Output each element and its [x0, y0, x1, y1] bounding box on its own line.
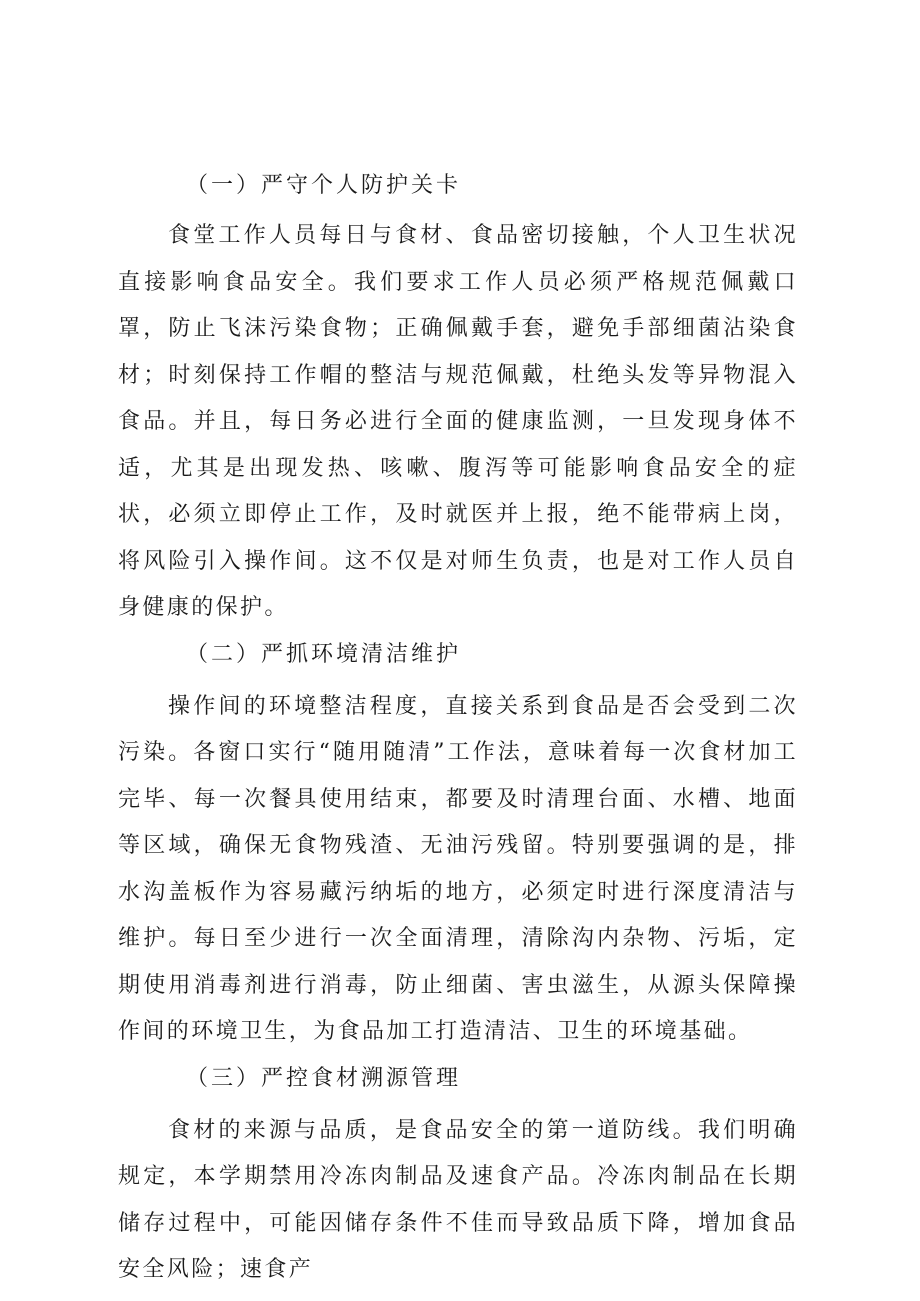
section-heading-2: （二）严抓环境清洁维护 [186, 641, 462, 667]
section-heading-1: （一）严守个人防护关卡 [186, 173, 462, 198]
section-paragraph-1: 食堂工作人员每日与食材、食品密切接触，个人卫生状况直接影响食品安全。我们要求工作人员必须严格规范佩戴口罩，防止飞沫污染食物；正确佩戴手套，避免手部细菌沾染食材；时刻保持工作帽的整洁与规范佩戴，杜绝头发等异物混入食品。并且，每日务必进行全面的健康监测，一旦发现身体不适，尤其是出现发热、咳嗽、腹泻等可能影响食品安全的症状，必须立即停止工作，及时就医并上报，绝不能带病上岗，将风险引入操作间。这不仅是对师生负责，也是对工作人员自身健康的保护。 [118, 223, 798, 620]
document-body [118, 163, 798, 1294]
section-heading-3: （三）严控食材溯源管理 [186, 1065, 462, 1091]
section-paragraph-3: 食材的来源与品质，是食品安全的第一道防线。我们明确规定，本学期禁用冷冻肉制品及速食产品。冷冻肉制品在长期储存过程中，可能因储存条件不佳而导致品质下降，增加食品安全风险；速食产 [118, 1117, 798, 1282]
section-paragraph-2: 操作间的环境整洁程度，直接关系到食品是否会受到二次污染。各窗口实行“随用随清”工作法，意味着每一次食材加工完毕、每一次餐具使用结束，都要及时清理台面、水槽、地面等区域，确保无食物残渣、无油污残留。特别要强调的是，排水沟盖板作为容易藏污纳垢的地方，必须定时进行深度清洁与维护。每日至少进行一次全面清理，清除沟内杂物、污垢，定期使用消毒剂进行消毒，防止细菌、害虫滋生，从源头保障操作间的环境卫生，为食品加工打造清洁、卫生的环境基础。 [118, 693, 798, 1044]
